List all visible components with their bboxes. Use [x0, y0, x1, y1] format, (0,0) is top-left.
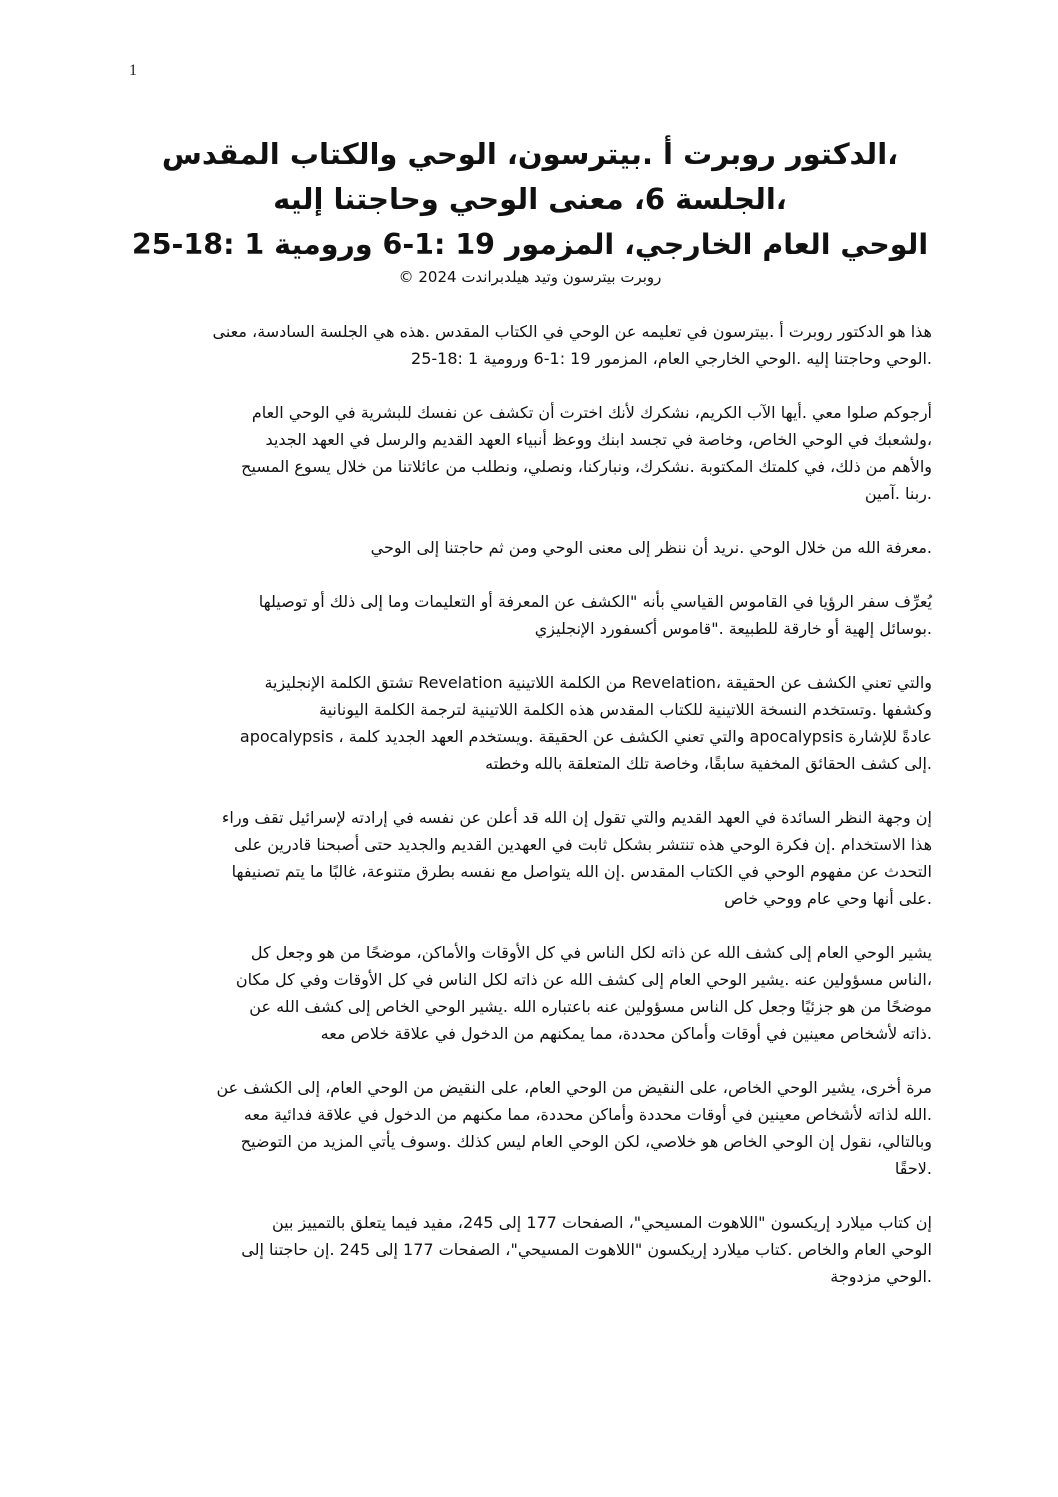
- text-line: أرجوكم صلوا معي .أيها الآب الكريم، نشكرك لأنك اخترت أن تكشف عن نفسك للبشرية في الوحي العام: [251, 403, 932, 422]
- text-line: إن كتاب ميلارد إريكسون "اللاهوت المسيحي"، الصفحات 177 إلى 245، مفيد فيما يتعلق بالتمييز بين: [271, 1213, 932, 1232]
- text-line: .بوسائل إلهية أو خارقة للطبيعة ."قاموس أكسفورد الإنجليزي: [534, 619, 932, 638]
- text-line: .لاحقًا: [894, 1159, 932, 1178]
- paragraph-special-revelation: [136, 1074, 932, 1182]
- text-line: الوحي العام والخاص .كتاب ميلارد إريكسون "اللاهوت المسيحي"، الصفحات 177 إلى 245 .إن حاجتنا إلى: [241, 1240, 932, 1259]
- text-line: .على أنها وحي عام ووحي خاص: [724, 889, 932, 908]
- paragraph-old-testament: [136, 804, 932, 912]
- text-line: موضحًا من هو جزئيًا وجعل كل الناس مسؤولين عنه باعتباره الله .يشير الوحي الخاص إلى كشف الله عن: [249, 997, 932, 1016]
- paragraph-prayer: [136, 399, 932, 507]
- text-line: هذا هو الدكتور روبرت أ .بيترسون في تعليمه عن الوحي في الكتاب المقدس .هذه هي الجلسة السادسة، معنى: [212, 322, 932, 341]
- text-line: والتي تعني الكشف عن الحقيقة ،Revelation من الكلمة اللاتينية Revelation تشتق الكلمة الإنجليزية: [264, 673, 932, 692]
- text-line: .ربنا .آمين: [864, 484, 932, 503]
- text-line: التحدث عن مفهوم الوحي في الكتاب المقدس .إن الله يتواصل مع نفسه بطرق متنوعة، غالبًا ما يتم تصنيفها: [231, 862, 932, 881]
- text-line: وبالتالي، نقول إن الوحي الخاص هو خلاصي، لكن الوحي العام ليس كذلك .وسوف يأتي المزيد من التوضيح: [240, 1132, 932, 1151]
- title-line-1: ،الدكتور روبرت أ .بيترسون، الوحي والكتاب المقدس: [161, 137, 899, 171]
- text-line: .الوحي مزدوجة: [830, 1267, 932, 1286]
- text-line: والأهم من ذلك، في كلمتك المكتوبة .نشكرك، ونباركنا، ونصلي، ونطلب من عائلاتنا من خلال يسوع المسيح: [241, 457, 932, 476]
- page-number: 1: [129, 62, 137, 79]
- paragraph-general-revelation: [136, 939, 932, 1047]
- text-line: ،الناس مسؤولين عنه .يشير الوحي العام إلى كشف الله عن ذاته لكل الناس في كل الأوقات وفي كل مكان: [235, 970, 932, 989]
- text-line: عادةً للإشارة apocalypsis والتي تعني الكشف عن الحقيقة .ويستخدم العهد الجديد كلمة ، apocalypsis: [239, 727, 932, 746]
- text-line: .الوحي وحاجتنا إليه .الوحي الخارجي العام، المزمور 19 :1-6 ورومية 1 :18-25: [411, 349, 932, 368]
- title-line-3: الوحي العام الخارجي، المزمور 19 :1-6 ورومية 1 :18-25: [131, 228, 929, 261]
- text-line: يُعرِّف سفر الرؤيا في القاموس القياسي بأنه "الكشف عن المعرفة أو التعليمات وما إلى ذلك أو توصيلها: [258, 592, 932, 611]
- paragraph-etymology: [136, 669, 932, 777]
- text-line: .الله لذاته لأشخاص معينين في أوقات محددة وأماكن محددة، مما مكنهم من الدخول في علاقة فدائية معه: [243, 1105, 932, 1124]
- text-line: يشير الوحي العام إلى كشف الله عن ذاته لكل الناس في كل الأوقات والأماكن، موضحًا من هو وجعل كل: [250, 943, 932, 962]
- text-line: ،ولشعبك في الوحي الخاص، وخاصة في تجسد ابنك ووعظ أنبياء العهد القديم والرسل في العهد الجديد: [265, 430, 932, 449]
- paragraph-definition: [136, 588, 932, 642]
- text-line: إن وجهة النظر السائدة في العهد القديم والتي تقول إن الله قد أعلن عن نفسه في إرادته لإسرائيل تقف وراء: [221, 808, 932, 827]
- document-header: [130, 132, 930, 287]
- copyright-line: روبرت بيترسون وتيد هيلدبراندت 2024 ©: [398, 268, 662, 286]
- text-line: .ذاته لأشخاص معينين في أوقات وأماكن محددة، مما يمكنهم من الدخول في علاقة خلاص معه: [320, 1024, 932, 1043]
- text-line: هذا الاستخدام .إن فكرة الوحي هذه تنتشر بشكل ثابت في العهدين القديم والجديد حتى أصبحنا قادرين على: [233, 835, 932, 854]
- paragraph-erickson: [136, 1209, 932, 1290]
- text-line: مرة أخرى، يشير الوحي الخاص، على النقيض من الوحي العام، على النقيض من الوحي العام، إلى الكشف عن: [216, 1078, 932, 1097]
- document-body: [136, 318, 932, 1317]
- paragraph-knowing-god: [136, 534, 932, 561]
- text-line: .إلى كشف الحقائق المخفية سابقًا، وخاصة تلك المتعلقة بالله وخطته: [485, 754, 932, 773]
- text-line: وكشفها .وتستخدم النسخة اللاتينية للكتاب المقدس هذه الكلمة اللاتينية لترجمة الكلمة اليونانية: [319, 700, 932, 719]
- text-line: .معرفة الله من خلال الوحي .نريد أن ننظر إلى معنى الوحي ومن ثم حاجتنا إلى الوحي: [370, 538, 932, 557]
- title-line-2: ،الجلسة 6، معنى الوحي وحاجتنا إليه: [273, 182, 787, 216]
- paragraph-intro: [136, 318, 932, 372]
